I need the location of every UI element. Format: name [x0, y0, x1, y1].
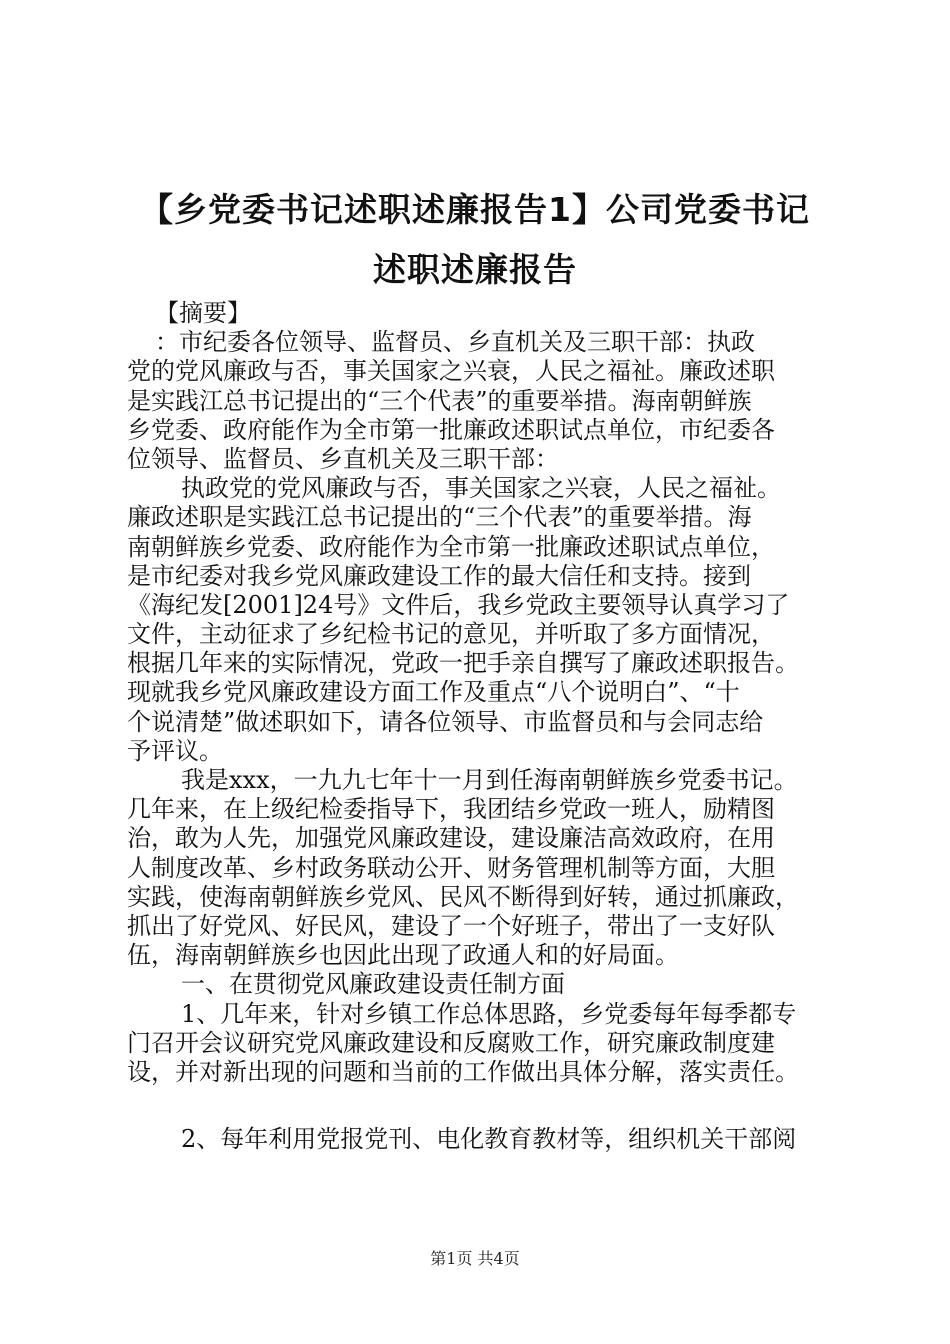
text-line: 实践，使海南朝鲜族乡党风、民风不断得到好转，通过抓廉政， — [127, 882, 799, 911]
text-line: 廉政述职是实践江总书记提出的“三个代表”的重要举措。海 — [127, 503, 752, 532]
text-line: 根据几年来的实际情况，党政一把手亲自撰写了廉政述职报告。 — [127, 649, 799, 678]
text-line: 乡党委、政府能作为全市第一批廉政述职试点单位，市纪委各 — [127, 415, 775, 444]
text-line: 现就我乡党风廉政建设方面工作及重点“八个说明白”、“十 — [127, 678, 740, 707]
text-line: 党的党风廉政与否，事关国家之兴衰，人民之福祉。廉政述职 — [127, 357, 775, 386]
document-body — [127, 299, 833, 1154]
text-line: 文件，主动征求了乡纪检书记的意见，并听取了多方面情况， — [127, 620, 775, 649]
page-footer: 第1页 共4页 — [430, 1249, 520, 1268]
text-line: 执政党的党风廉政与否，事关国家之兴衰，人民之福祉。 — [181, 474, 781, 503]
section-heading: 一、在贯彻党风廉政建设责任制方面 — [181, 970, 565, 999]
text-line: 个说清楚”做述职如下，请各位领导、市监督员和与会同志给 — [127, 707, 764, 736]
document-title-line-1: 【乡党委书记述职述廉报告1】公司党委书记 — [140, 190, 810, 229]
text-line: ：市纪委各位领导、监督员、乡直机关及三职干部：执政 — [155, 328, 755, 357]
document-title-line-2: 述职述廉报告 — [373, 250, 577, 289]
text-line: 设，并对新出现的问题和当前的工作做出具体分解，落实责任。 — [127, 1057, 799, 1086]
text-line: 2、每年利用党报党刊、电化教育教材等，组织机关干部阅 — [181, 1125, 797, 1154]
text-line: 人制度改革、乡村政务联动公开、财务管理机制等方面，大胆 — [127, 853, 775, 882]
text-line: 《海纪发[2001]24号》文件后，我乡党政主要领导认真学习了 — [127, 590, 790, 619]
text-line: 南朝鲜族乡党委、政府能作为全市第一批廉政述职试点单位， — [127, 532, 775, 561]
text-line: 伍，海南朝鲜族乡也因此出现了政通人和的好局面。 — [127, 941, 679, 970]
text-line: 几年来，在上级纪检委指导下，我团结乡党政一班人，励精图 — [127, 795, 775, 824]
paragraph-gap — [127, 1087, 833, 1125]
text-line: 抓出了好党风、好民风，建设了一个好班子，带出了一支好队 — [127, 911, 775, 940]
text-line: 门召开会议研究党风廉政建设和反腐败工作，研究廉政制度建 — [127, 1028, 775, 1057]
text-line: 我是xxx，一九九七年十一月到任海南朝鲜族乡党委书记。 — [181, 766, 798, 794]
text-line: 予评议。 — [127, 736, 223, 765]
text-line: 是市纪委对我乡党风廉政建设工作的最大信任和支持。接到 — [127, 561, 751, 590]
text-line: 位领导、监督员、乡直机关及三职干部： — [127, 444, 559, 473]
abstract-heading: 【摘要】 — [155, 299, 251, 327]
text-line: 是实践江总书记提出的“三个代表”的重要举措。海南朝鲜族 — [127, 386, 752, 415]
text-line: 治，敢为人先，加强党风廉政建设，建设廉洁高效政府，在用 — [127, 824, 775, 853]
text-line: 1、几年来，针对乡镇工作总体思路，乡党委每年每季都专 — [181, 999, 797, 1028]
